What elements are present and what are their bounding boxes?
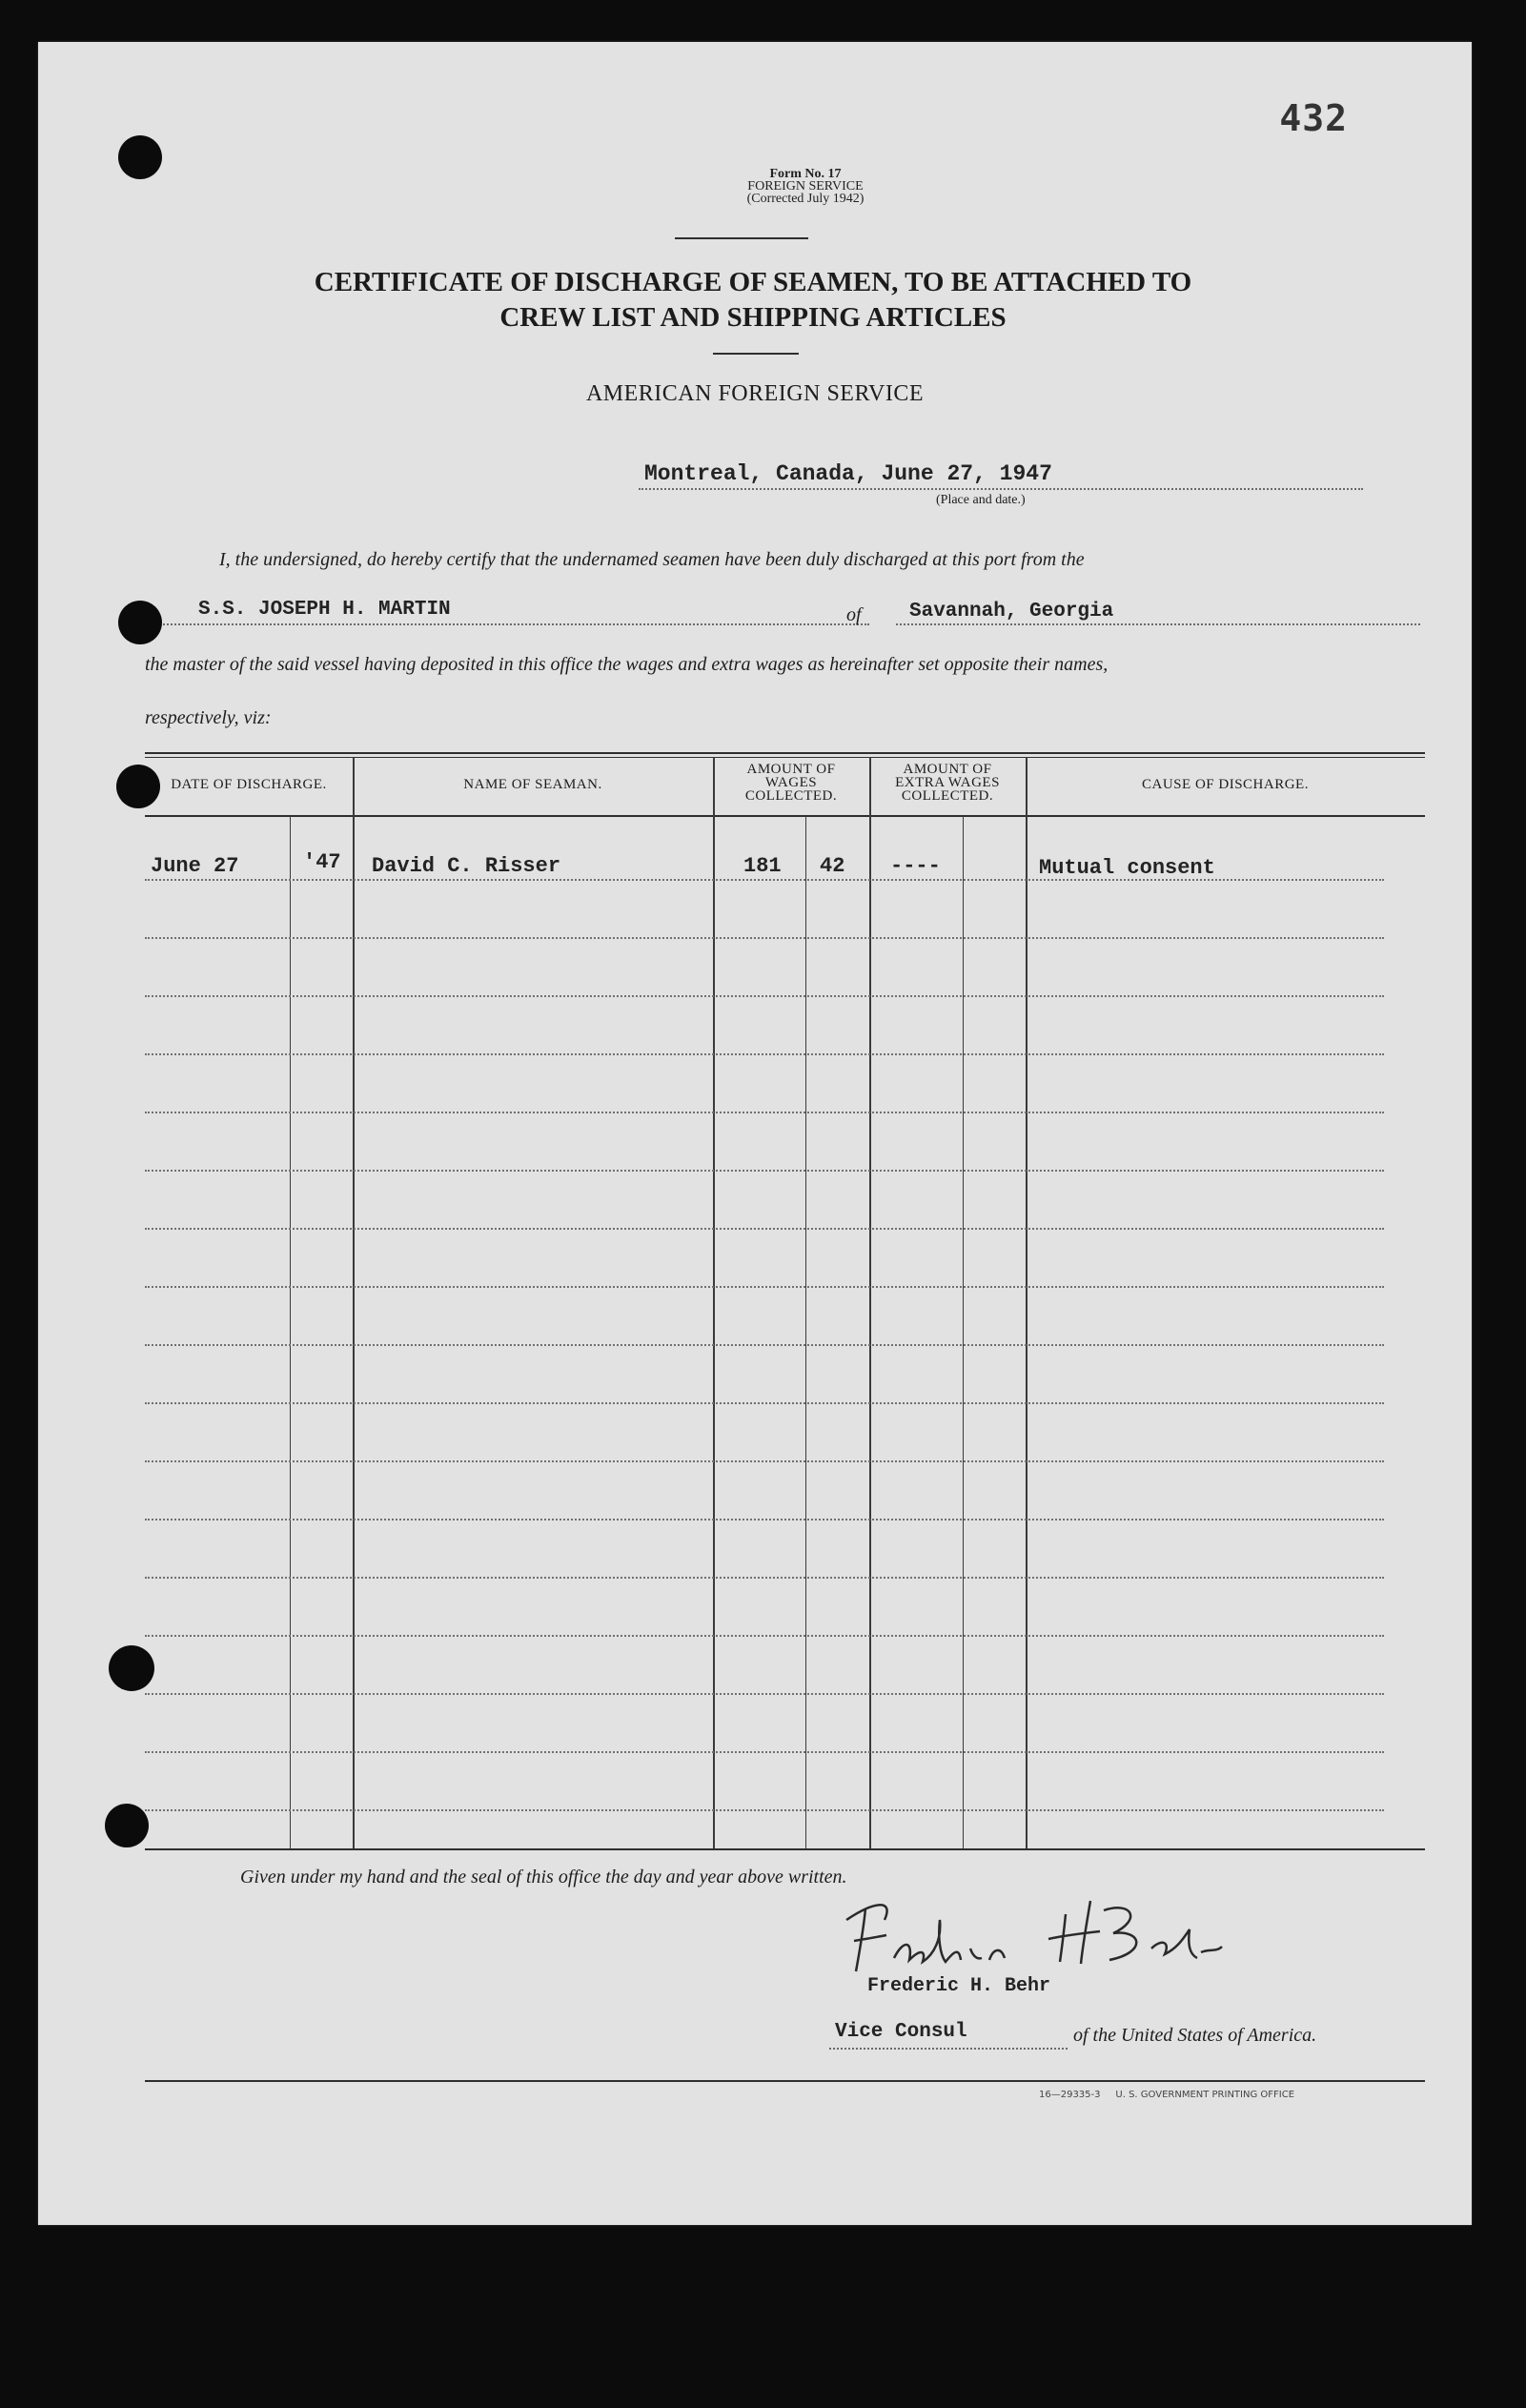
col-divider-name bbox=[713, 757, 715, 1849]
signer-of-text: of the United States of America. bbox=[1073, 2025, 1317, 2046]
table-top-rule bbox=[145, 752, 1425, 754]
punch-hole bbox=[116, 765, 160, 808]
table-row-line bbox=[145, 1693, 1384, 1695]
table-row-line bbox=[145, 1751, 1384, 1753]
table-header-rule bbox=[145, 815, 1425, 817]
header-cause: CAUSE OF DISCHARGE. bbox=[1142, 777, 1309, 792]
header-date: DATE OF DISCHARGE. bbox=[171, 777, 327, 792]
table-row-line bbox=[145, 1402, 1384, 1404]
signer-name: Frederic H. Behr bbox=[867, 1975, 1051, 1997]
form-header bbox=[648, 168, 963, 205]
table-row-line bbox=[145, 879, 1384, 881]
vessel-name: S.S. JOSEPH H. MARTIN bbox=[198, 599, 451, 621]
signature-svg bbox=[827, 1891, 1275, 1977]
document-page bbox=[38, 42, 1472, 2225]
table-row-line bbox=[145, 1519, 1384, 1520]
place-date-caption: (Place and date.) bbox=[936, 493, 1026, 507]
row-extra-dollars: ---- bbox=[890, 854, 941, 878]
agency-name: AMERICAN FOREIGN SERVICE bbox=[585, 381, 925, 406]
punch-hole bbox=[118, 601, 162, 644]
form-corrected: (Corrected July 1942) bbox=[746, 192, 865, 206]
table-row-line bbox=[145, 995, 1384, 997]
signer-title: Vice Consul bbox=[835, 2021, 967, 2043]
title-line-1: CERTIFICATE OF DISCHARGE OF SEAMEN, TO BE ATTACHED TO bbox=[314, 267, 1192, 297]
home-port-line bbox=[896, 623, 1420, 625]
of-label: of bbox=[846, 604, 862, 625]
header-wages: AMOUNT OF WAGES COLLECTED. bbox=[744, 762, 838, 804]
given-text: Given under my hand and the seal of this office the day and year above written. bbox=[240, 1867, 847, 1888]
master-text: the master of the said vessel having deposited in this office the wages and extra wages as hereinafter set opposite their names, bbox=[145, 654, 1109, 675]
title-rule bbox=[713, 353, 799, 355]
header-rule bbox=[675, 237, 808, 239]
certify-text: I, the undersigned, do hereby certify that the undernamed seamen have been duly discharged at this port from the bbox=[219, 549, 1085, 570]
col-divider-year bbox=[353, 757, 355, 1849]
place-date-line bbox=[639, 488, 1363, 490]
header-extra-wages: AMOUNT OF EXTRA WAGES COLLECTED. bbox=[895, 762, 1000, 804]
home-port: Savannah, Georgia bbox=[909, 601, 1114, 622]
handwritten-signature bbox=[827, 1891, 1275, 1977]
punch-hole bbox=[109, 1645, 154, 1691]
table-top-rule-2 bbox=[145, 757, 1425, 758]
row-wages-dollars: 181 bbox=[743, 854, 782, 878]
printer-line: 16—29335-3 U. S. GOVERNMENT PRINTING OFFICE bbox=[1039, 2090, 1295, 2100]
row-year: '47 bbox=[303, 850, 341, 874]
form-service: FOREIGN SERVICE bbox=[747, 179, 864, 194]
signer-title-line bbox=[829, 2048, 1068, 2050]
place-date-value: Montreal, Canada, June 27, 1947 bbox=[644, 461, 1052, 486]
row-wages-cents: 42 bbox=[820, 854, 845, 878]
table-row-line bbox=[145, 1460, 1384, 1462]
page-number: 432 bbox=[1279, 97, 1348, 139]
table-row-line bbox=[145, 1809, 1384, 1811]
title-line-2: CREW LIST AND SHIPPING ARTICLES bbox=[499, 302, 1007, 333]
respectively-text: respectively, viz: bbox=[145, 707, 272, 728]
row-cause: Mutual consent bbox=[1039, 856, 1215, 880]
table-row-line bbox=[145, 1053, 1384, 1055]
table-row-line bbox=[145, 1170, 1384, 1172]
table-bottom-rule bbox=[145, 1848, 1425, 1850]
col-divider-extra bbox=[1026, 757, 1028, 1849]
table-row-line bbox=[145, 1228, 1384, 1230]
header-name: NAME OF SEAMAN. bbox=[463, 777, 602, 792]
table-row-line bbox=[145, 1112, 1384, 1113]
row-name: David C. Risser bbox=[372, 854, 561, 878]
vessel-line bbox=[145, 623, 869, 625]
punch-hole bbox=[118, 135, 162, 179]
punch-hole bbox=[105, 1804, 149, 1847]
form-number: Form No. 17 bbox=[769, 167, 842, 181]
table-row-line bbox=[145, 1577, 1384, 1579]
table-row-line bbox=[145, 1344, 1384, 1346]
table-row-line bbox=[145, 937, 1384, 939]
footer-rule bbox=[145, 2080, 1425, 2082]
document-title bbox=[181, 265, 1325, 336]
table-row-line bbox=[145, 1286, 1384, 1288]
table-row-line bbox=[145, 1635, 1384, 1637]
row-date: June 27 bbox=[151, 854, 239, 878]
col-divider-wages bbox=[869, 757, 871, 1849]
